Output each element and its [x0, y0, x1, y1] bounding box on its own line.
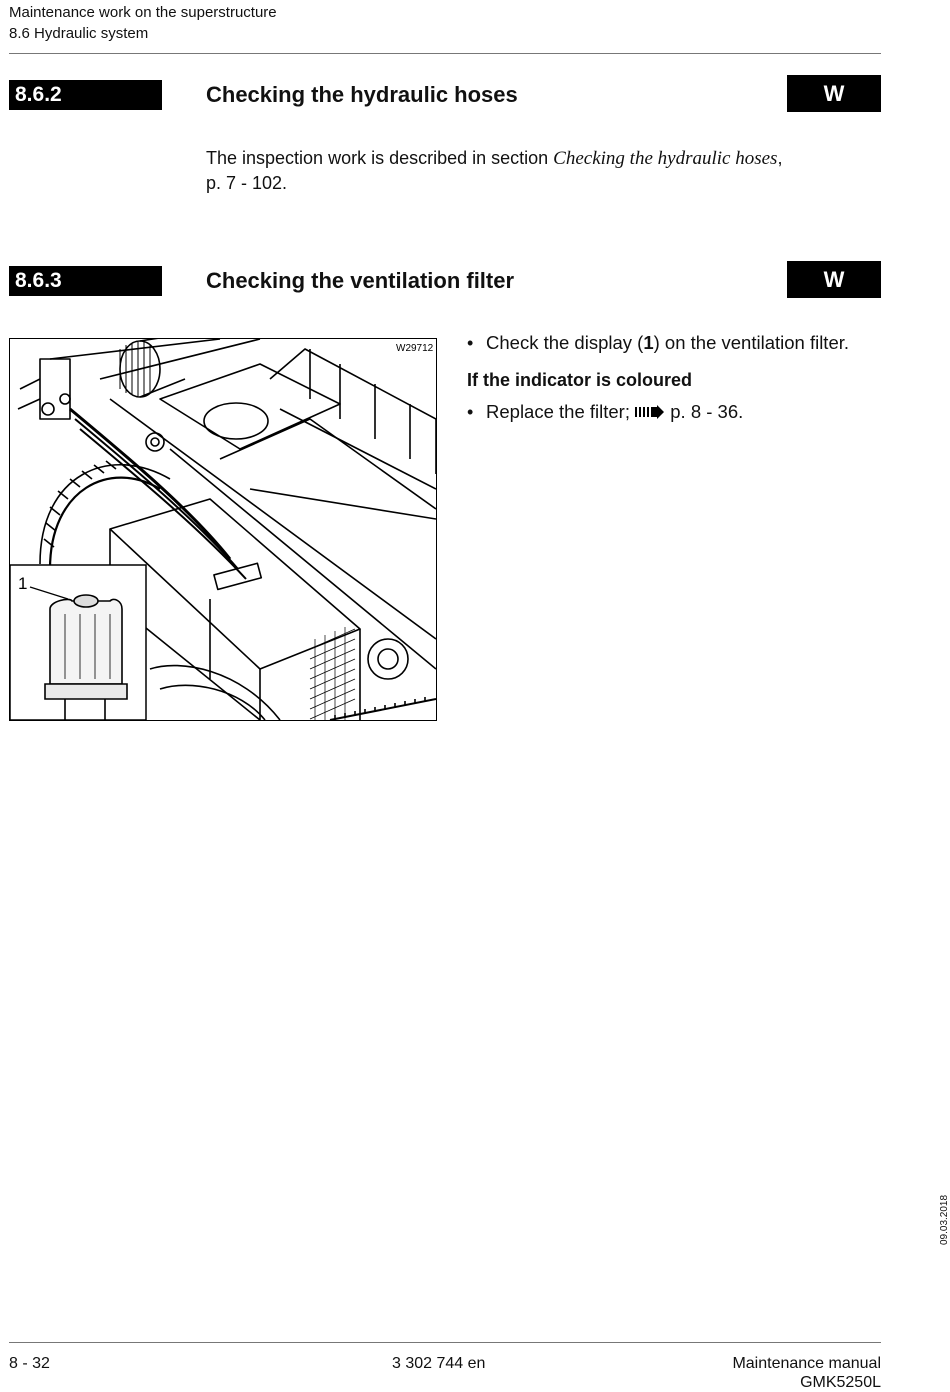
revision-date: 09.03.2018 [939, 1194, 950, 1245]
bullet-marker: • [467, 333, 474, 353]
section-title-862: Checking the hydraulic hoses [206, 82, 518, 107]
header-chapter: Maintenance work on the superstructure [9, 4, 277, 21]
section-number-863: 8.6.3 [9, 266, 162, 296]
section-badge-862: W [787, 75, 881, 112]
text-fragment: , [777, 148, 783, 168]
header-rule [9, 53, 881, 54]
condition-heading: If the indicator is coloured [467, 370, 693, 390]
page-number: 8 - 32 [9, 1355, 50, 1372]
arrow-reference-icon [635, 402, 665, 424]
section-title-863: Checking the ventilation filter [206, 268, 515, 293]
text-fragment: Check the display ( [486, 332, 644, 353]
figure-code: W29712 [396, 343, 434, 354]
section-862-text [206, 146, 866, 196]
callout-number: 1 [18, 574, 28, 593]
page-reference-link[interactable]: p. 8 - 36. [670, 401, 744, 422]
instruction-step-check [486, 332, 849, 354]
crane-illustration [9, 338, 437, 721]
model-name: GMK5250L [800, 1374, 881, 1391]
section-number-862: 8.6.2 [9, 80, 162, 110]
instruction-step-replace [486, 401, 743, 424]
header-section: 8.6 Hydraulic system [9, 25, 149, 42]
bullet-marker: • [467, 402, 474, 422]
callout-reference: 1 [643, 332, 654, 353]
cross-reference-link[interactable]: Checking the hydraulic hoses [553, 148, 778, 169]
document-number: 3 302 744 en [392, 1355, 486, 1372]
footer-rule [9, 1342, 881, 1343]
text-fragment: The inspection work is described in section [206, 148, 554, 168]
text-fragment: ) on the ventilation filter. [653, 332, 850, 353]
text-fragment: Replace the filter; [486, 401, 636, 422]
page-reference: p. 7 - 102. [206, 173, 288, 193]
crane-drawing [10, 339, 436, 720]
manual-title: Maintenance manual [732, 1355, 881, 1372]
section-badge-863: W [787, 261, 881, 298]
